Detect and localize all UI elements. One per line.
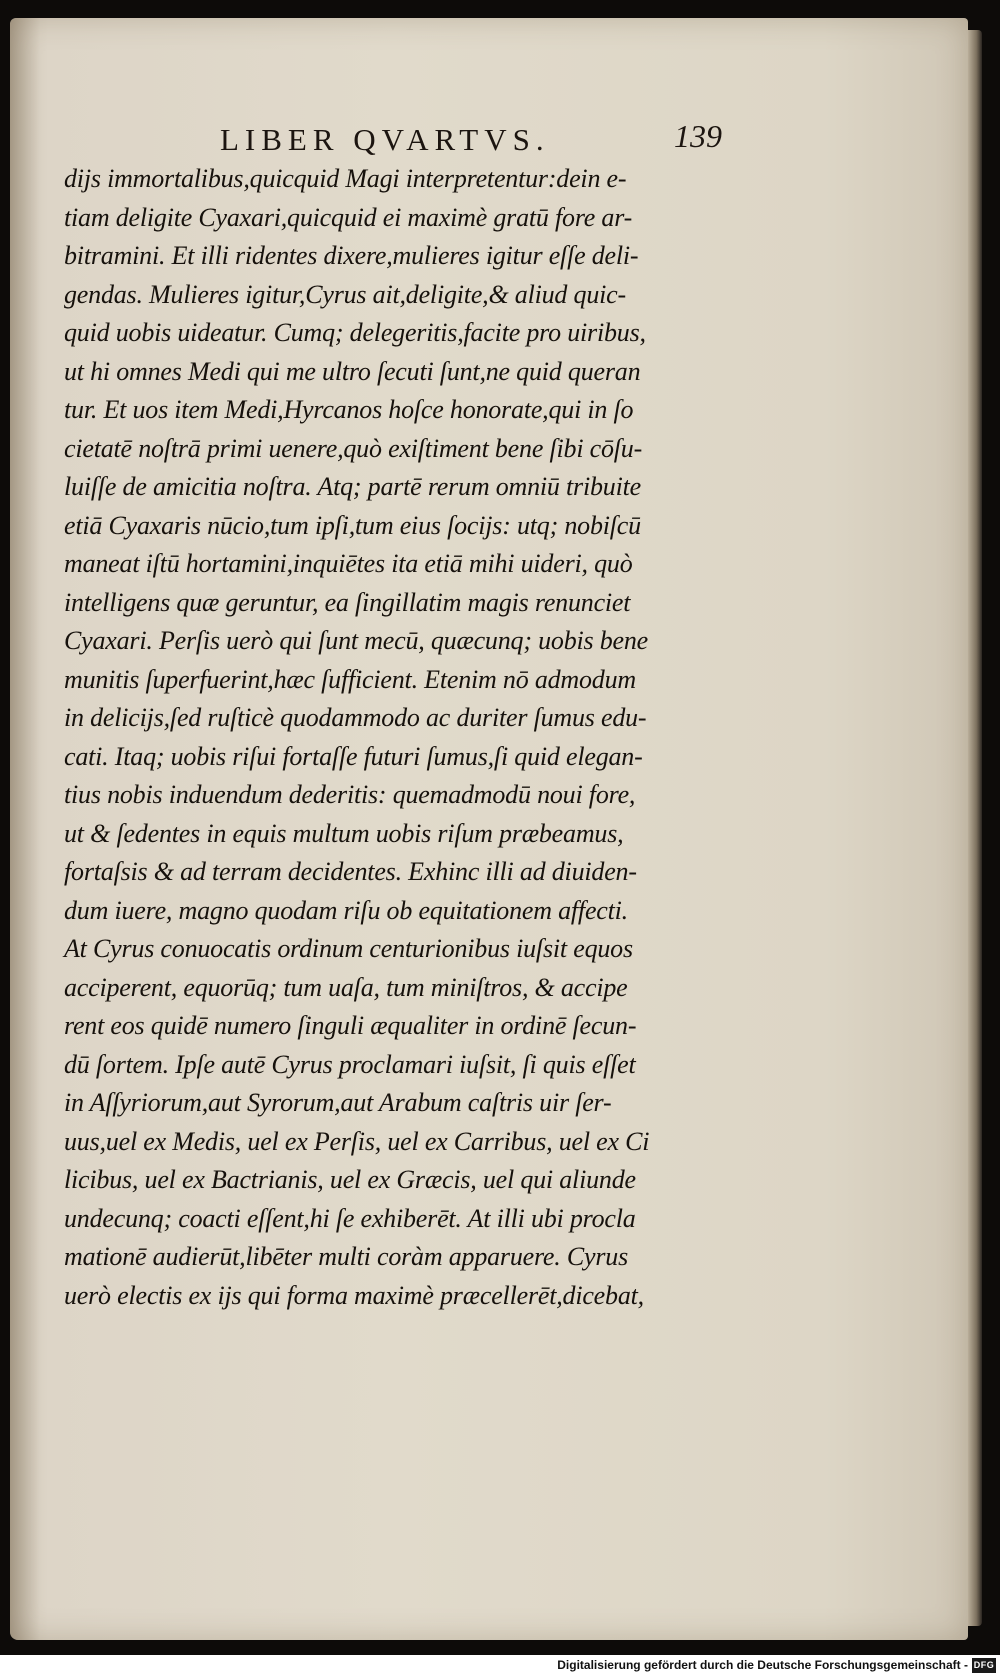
page-number: 139 (674, 118, 722, 154)
text-line: tur. Et uos item Medi,Hyrcanos hoſce honorate,qui in ſo (64, 395, 634, 424)
text-line: munitis ſuperfuerint,hæc ſufficient. Etenim nō admodum (64, 664, 636, 694)
text-line: dū ſortem. Ipſe autē Cyrus proclamari iuſsit, ſi quis eſſet (64, 1049, 636, 1079)
text-line: fortaſsis & ad terram decidentes. Exhinc illi ad diuiden- (64, 857, 637, 886)
text-line: rent eos quidē numero ſinguli æqualiter in ordinē ſecun- (64, 1011, 637, 1040)
text-line: ut & ſedentes in equis multum uobis riſum præbeamus, (64, 818, 624, 848)
text-line: dijs immortalibus,quicquid Magi interpretentur:dein e- (64, 164, 627, 193)
text-line: undecunq; coacti eſſent,hi ſe exhiberēt. At illi ubi procla (64, 1203, 636, 1233)
book-page (10, 18, 968, 1640)
text-line: ut hi omnes Medi qui me ultro ſecuti ſunt,ne quid queran (64, 356, 641, 386)
text-line: in Aſſyriorum,aut Syrorum,aut Arabum caſtris uir ſer- (64, 1088, 612, 1117)
text-line: gendas. Mulieres igitur,Cyrus ait,deligite,& aliud quic- (64, 279, 626, 309)
text-line: mationē audierūt,libēter multi coràm apparuere. Cyrus (64, 1242, 628, 1271)
text-line: in delicijs,ſed ruſticè quodammodo ac duriter ſumus edu- (64, 703, 647, 732)
dfg-logo: DFG (972, 1658, 996, 1673)
text-line: bitramini. Et illi ridentes dixere,mulieres igitur eſſe deli- (64, 241, 639, 270)
text-line: intelligens quæ geruntur, ea ſingillatim magis renunciet (64, 587, 631, 617)
gutter-shadow (10, 18, 40, 1640)
page-edge (968, 30, 982, 1626)
text-line: cati. Itaq; uobis riſui fortaſſe futuri ſumus,ſi quid elegan- (64, 741, 643, 771)
text-line: uerò electis ex ijs qui forma maximè præcellerēt,dicebat, (64, 1280, 644, 1310)
text-line: maneat iſtū hortamini,inquiētes ita etiā mihi uideri, quò (64, 549, 633, 578)
digitization-footer (0, 1655, 1000, 1677)
text-line: tiam deligite Cyaxari,quicquid ei maximè gratū fore ar- (64, 202, 633, 232)
text-line: acciperent, equorūq; tum uaſa, tum miniſtros, & accipe (64, 972, 628, 1002)
text-line: quid uobis uideatur. Cumq; delegeritis,facite pro uiribus, (64, 318, 646, 347)
running-head: LIBER QVARTVS. (220, 122, 550, 157)
body-text (64, 160, 764, 1315)
text-line: uus,uel ex Medis, uel ex Perſis, uel ex Carribus, uel ex Ci (64, 1126, 650, 1156)
funding-credit: Digitalisierung gefördert durch die Deutsche Forschungsgemeinschaft - (557, 1658, 968, 1672)
text-line: At Cyrus conuocatis ordinum centurionibus iuſsit equos (64, 934, 633, 963)
text-line: Cyaxari. Perſis uerò qui ſunt mecū, quæcunq; uobis bene (64, 626, 649, 655)
text-line: licibus, uel ex Bactrianis, uel ex Græcis, uel qui aliunde (64, 1165, 636, 1194)
text-line: tius nobis induendum dederitis: quemadmodū noui fore, (64, 780, 636, 809)
text-line: etiā Cyaxaris nūcio,tum ipſi,tum eius ſocijs: utq; nobiſcū (64, 510, 641, 540)
text-line: dum iuere, magno quodam riſu ob equitationem affecti. (64, 895, 628, 925)
text-line: luiſſe de amicitia noſtra. Atq; partē rerum omniū tribuite (64, 472, 641, 501)
text-line: cietatē noſtrā primi uenere,quò exiſtiment bene ſibi cōſu- (64, 433, 643, 463)
